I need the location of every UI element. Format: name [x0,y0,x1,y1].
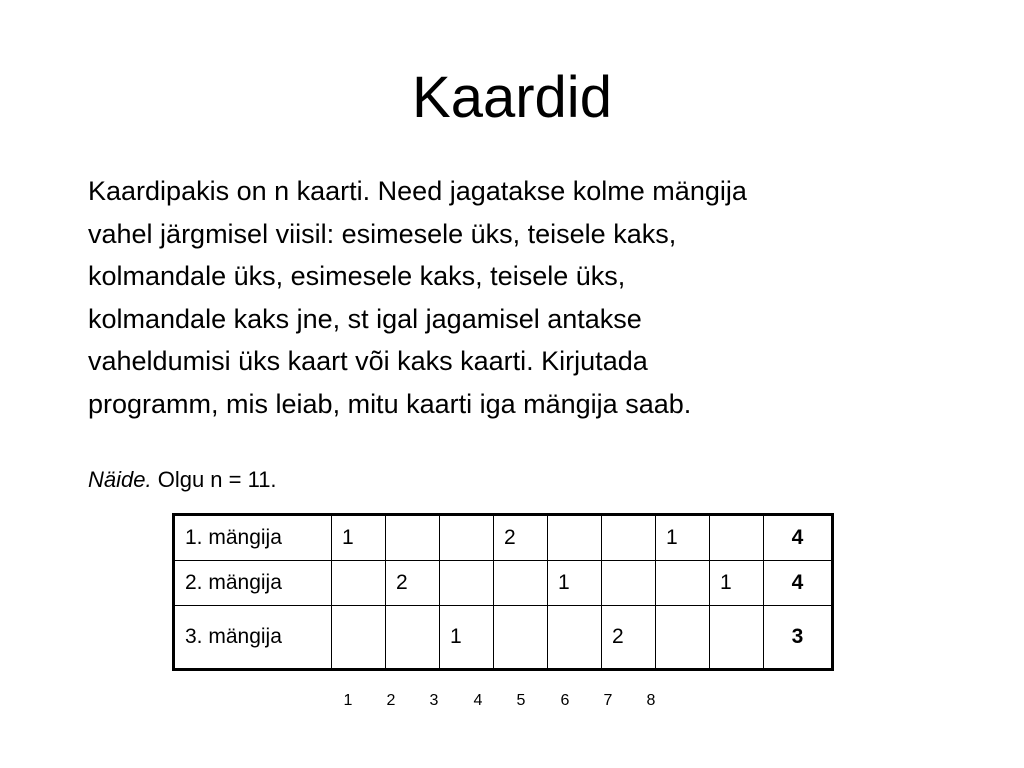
table-cell [494,561,548,606]
statement-line: Kaardipakis on n kaarti. Need jagatakse kolme mängija [88,176,747,206]
table-cell: 1 [656,515,710,561]
table-cell [602,561,656,606]
table-cell [494,606,548,670]
table-cell [548,515,602,561]
table-cell: 2 [494,515,548,561]
table-cell [386,515,440,561]
player-total: 4 [764,515,833,561]
table-cell: 2 [386,561,440,606]
table-row [174,606,833,670]
table-cell: 1 [332,515,386,561]
table-cell [332,606,386,670]
player-label: 2. mängija [174,561,332,606]
table-row [174,561,833,606]
column-number: 1 [343,692,353,709]
table-cell: 1 [710,561,764,606]
example-text: Olgu n = 11. [151,467,277,492]
statement-line: kolmandale kaks jne, st igal jagamisel antakse [88,303,642,334]
player-total: 3 [764,606,833,670]
table-cell [440,561,494,606]
column-number: 8 [646,692,656,709]
column-number: 3 [429,692,439,709]
table-cell [440,515,494,561]
statement-line: vaheldumisi üks kaart või kaks kaarti. Kirjutada [88,346,648,376]
statement-line: kolmandale üks, esimesele kaks, teisele üks, [88,261,626,291]
table-cell: 1 [440,606,494,670]
example-line [88,462,277,498]
table-row [174,515,833,561]
column-number: 6 [560,692,570,709]
table-cell [332,561,386,606]
table-cell [656,561,710,606]
player-label: 1. mängija [174,515,332,561]
player-total: 4 [764,561,833,606]
column-number: 2 [386,692,396,709]
table-cell [602,515,656,561]
table-cell [710,606,764,670]
table-cell [656,606,710,670]
distribution-table [172,513,834,671]
table-cell [386,606,440,670]
column-numbers [0,692,1024,716]
table-cell [548,606,602,670]
column-number: 7 [603,692,613,709]
table-cell: 2 [602,606,656,670]
player-label: 3. mängija [174,606,332,670]
column-number: 4 [473,692,483,709]
column-number: 5 [516,692,526,709]
example-label: Näide. [88,467,152,492]
statement-line: vahel järgmisel viisil: esimesele üks, teisele kaks, [88,218,677,249]
problem-statement [88,170,968,425]
slide-title: Kaardid [412,65,612,130]
table-cell [710,515,764,561]
table-cell: 1 [548,561,602,606]
statement-line: programm, mis leiab, mitu kaarti iga mängija saab. [88,388,692,419]
